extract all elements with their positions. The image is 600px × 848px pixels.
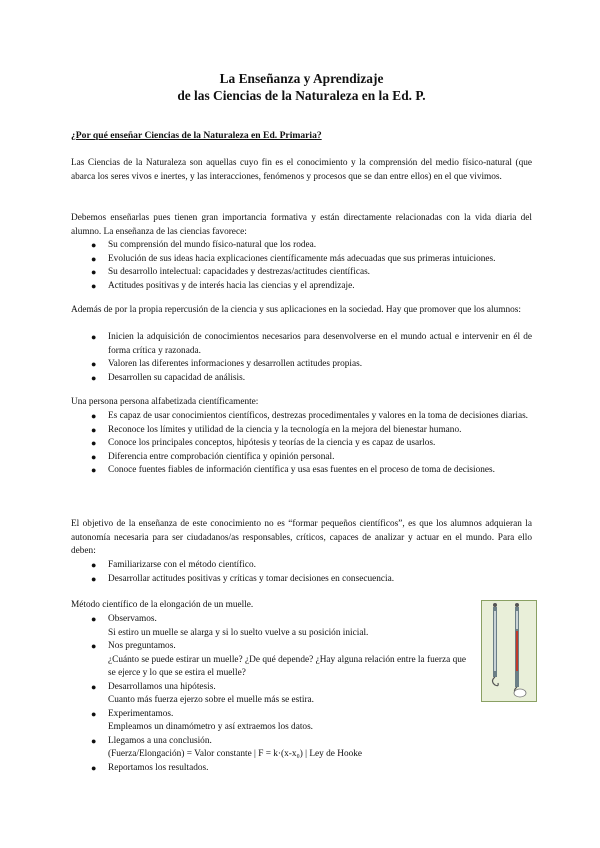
method-step: ● Llegamos a una conclusión. (Fuerza/Elongación) = Valor constante | F = k·(x-x₀) | Ley de Hooke [91, 735, 363, 759]
literacy-list [71, 410, 532, 478]
method-step: ● Reportamos los resultados. [71, 762, 466, 776]
bullet-icon: ● [91, 359, 97, 369]
list-item: ● Es capaz de usar conocimientos científicos, destrezas procedimentales y valores en la toma de decisiones diarias. [71, 410, 532, 424]
method-step: ● Desarrollamos una hipótesis. Cuanto más fuerza ejerzo sobre el muelle más se estira. [91, 681, 314, 705]
paragraph-promote: Además de por la propia repercusión de la ciencia y sus aplicaciones en la sociedad. Hay que promover que los alumnos: [71, 305, 521, 315]
paragraph-objective: El objetivo de la enseñanza de este conocimiento no es “formar pequeños científicos”, es que los alumnos adquieran la autonomía necesaria para ser ciudadanos/as responsables, críticos, capaces de analizar y actuar en el mundo. Para ello deben: [71, 519, 532, 556]
paragraph-method: Método científico de la elongación de un muelle. [71, 600, 254, 610]
bullet-icon: ● [91, 560, 97, 570]
bullet-icon: ● [91, 681, 97, 692]
bullet-icon: ● [91, 614, 97, 624]
bullet-icon: ● [91, 762, 97, 773]
list-item: ● Conoce fuentes fiables de información científica y usa esas fuentes en el proceso de toma de decisiones. [71, 464, 532, 478]
document-title [71, 70, 532, 104]
bullet-icon: ● [91, 332, 97, 342]
bullet-icon: ● [91, 465, 97, 475]
dynamometer-image [481, 600, 537, 702]
bullet-icon: ● [91, 641, 97, 651]
bullet-icon: ● [91, 267, 97, 277]
list-item: ● Su desarrollo intelectual: capacidades y destrezas/actitudes científicas. [71, 266, 532, 280]
list-item: ● Diferencia entre comprobación científica y opinión personal. [71, 451, 532, 465]
list-item: ● Reconoce los límites y utilidad de la ciencia y la tecnología en la mejora del bienestar humano. [71, 424, 532, 438]
bullet-icon: ● [91, 438, 97, 448]
title-line-2: de las Ciencias de la Naturaleza en la Ed. P. [177, 88, 426, 103]
title-line-1: La Enseñanza y Aprendizaje [219, 71, 384, 86]
promote-list [71, 331, 532, 385]
benefits-list [71, 239, 532, 293]
list-item: ● Desarrollen su capacidad de análisis. [71, 372, 532, 386]
method-list [71, 613, 466, 775]
bullet-icon: ● [91, 735, 97, 746]
list-item: ● Su comprensión del mundo físico-natural que los rodea. [71, 239, 532, 253]
list-item: ● Valoren las diferentes informaciones y desarrollen actitudes propias. [71, 358, 532, 372]
list-item: ● Desarrollar actitudes positivas y críticas y tomar decisiones en consecuencia. [71, 573, 532, 587]
list-item: ● Actitudes positivas y de interés hacia las ciencias y el aprendizaje. [71, 280, 532, 294]
section-heading: ¿Por qué enseñar Ciencias de la Naturaleza en Ed. Primaria? [71, 130, 322, 141]
bullet-icon: ● [91, 253, 97, 264]
bullet-icon: ● [91, 240, 97, 250]
bullet-icon: ● [91, 411, 97, 421]
bullet-icon: ● [91, 708, 97, 719]
list-item: ● Familiarizarse con el método científico. [71, 559, 532, 573]
paragraph-importance: Debemos enseñarlas pues tienen gran importancia formativa y están directamente relacionadas con la vida diaria del alumno. La enseñanza de las ciencias favorece: [71, 213, 532, 237]
bullet-icon: ● [91, 424, 97, 435]
bullet-icon: ● [91, 372, 97, 383]
method-step: ● Nos preguntamos. ¿Cuánto se puede estirar un muelle? ¿De qué depende? ¿Hay alguna relación entre la fuerza que se ejerce y lo que se estira el muelle? [91, 641, 466, 678]
method-step: ● Observamos. Si estiro un muelle se alarga y si lo suelto vuelve a su posición inicial. [91, 614, 369, 638]
list-item: ● Inicien la adquisición de conocimientos necesarios para desenvolverse en el mundo actual e intervenir en él de forma crítica y razonada. [91, 332, 532, 356]
list-item: ● Conoce los principales conceptos, hipótesis y teorías de la ciencia y es capaz de usarlos. [71, 437, 532, 451]
objective-list [71, 559, 532, 586]
bullet-icon: ● [91, 573, 97, 584]
method-step: ● Experimentamos. Empleamos un dinamómetro y así extraemos los datos. [91, 708, 314, 732]
intro-paragraph: Las Ciencias de la Naturaleza son aquellas cuyo fin es el conocimiento y la comprensión del medio físico-natural (que abarca los seres vivos e inertes, y las interacciones, fenómenos y procesos que se dan entre ellos) en el que vivimos. [71, 158, 532, 182]
bullet-icon: ● [91, 451, 97, 462]
paragraph-literacy: Una persona persona alfabetizada científicamente: [71, 397, 259, 407]
dynamometer-illustration [482, 601, 536, 701]
bullet-icon: ● [91, 280, 97, 291]
list-item: ● Evolución de sus ideas hacia explicaciones científicamente más adecuadas que sus primeras intuiciones. [71, 253, 532, 267]
